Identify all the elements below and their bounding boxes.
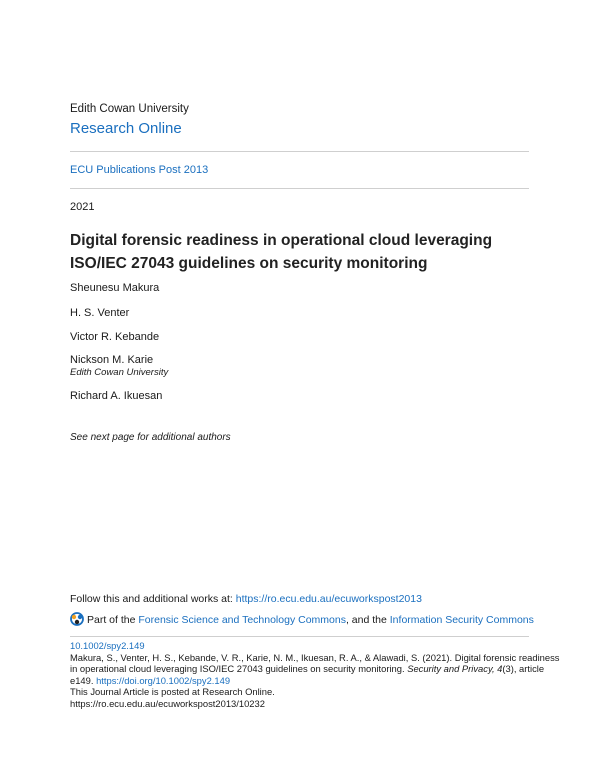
doi-link[interactable]: https://doi.org/10.1002/spy2.149 [96,674,231,686]
part-of-line [70,612,534,626]
follow-link[interactable]: https://ro.ecu.edu.au/ecuworkspost2013 [235,593,422,605]
follow-text: Follow this and additional works at: [70,593,236,605]
author-name: Sheunesu Makura [70,282,160,294]
collection-link[interactable]: ECU Publications Post 2013 [70,164,209,176]
doi-top-link[interactable]: 10.1002/spy2.149 [70,640,145,651]
part-of-middle: , and the [345,614,390,626]
institution-name: Edith Cowan University [70,103,189,115]
infosec-commons-link[interactable]: Information Security Commons [389,614,534,626]
citation-line-1: Makura, S., Venter, H. S., Kebande, V. R., Karie, N. M., Ikuesan, R. A., & Alawadi, S. (2021). Digital forensic readiness [70,651,560,663]
part-of-prefix: Part of the [87,614,139,626]
repository-link[interactable]: Research Online [70,120,182,137]
publication-year: 2021 [70,201,95,213]
divider-top [70,151,529,152]
author-name: Victor R. Kebande [70,331,160,343]
posted-note: This Journal Article is posted at Research Online. [70,686,275,697]
forensic-commons-link[interactable]: Forensic Science and Technology Commons [138,614,346,626]
author-affiliation: Edith Cowan University [70,367,169,378]
see-next-page-note: See next page for additional authors [70,432,231,443]
citation-block [70,640,560,709]
author-name: Richard A. Ikuesan [70,390,163,402]
citation-line-3 [70,675,540,687]
citation-issue: (3), article [502,663,545,674]
author-name: Nickson M. Karie [70,354,154,366]
follow-line [70,593,422,605]
network-commons-icon [70,612,84,626]
citation-line-2-text: in operational cloud leveraging ISO/IEC 27043 guidelines on security monitoring. [70,663,408,674]
divider-middle [70,188,529,189]
article-url: https://ro.ecu.edu.au/ecuworkspost2013/10232 [70,697,265,709]
citation-line-2 [70,663,545,675]
article-title: Digital forensic readiness in operational cloud leveraging ISO/IEC 27043 guidelines on security monitoring [70,232,493,272]
divider-bottom [70,636,529,637]
author-name: H. S. Venter [70,307,130,319]
journal-name: Security and Privacy, 4 [407,663,503,674]
citation-article-number: e149. [70,674,97,686]
